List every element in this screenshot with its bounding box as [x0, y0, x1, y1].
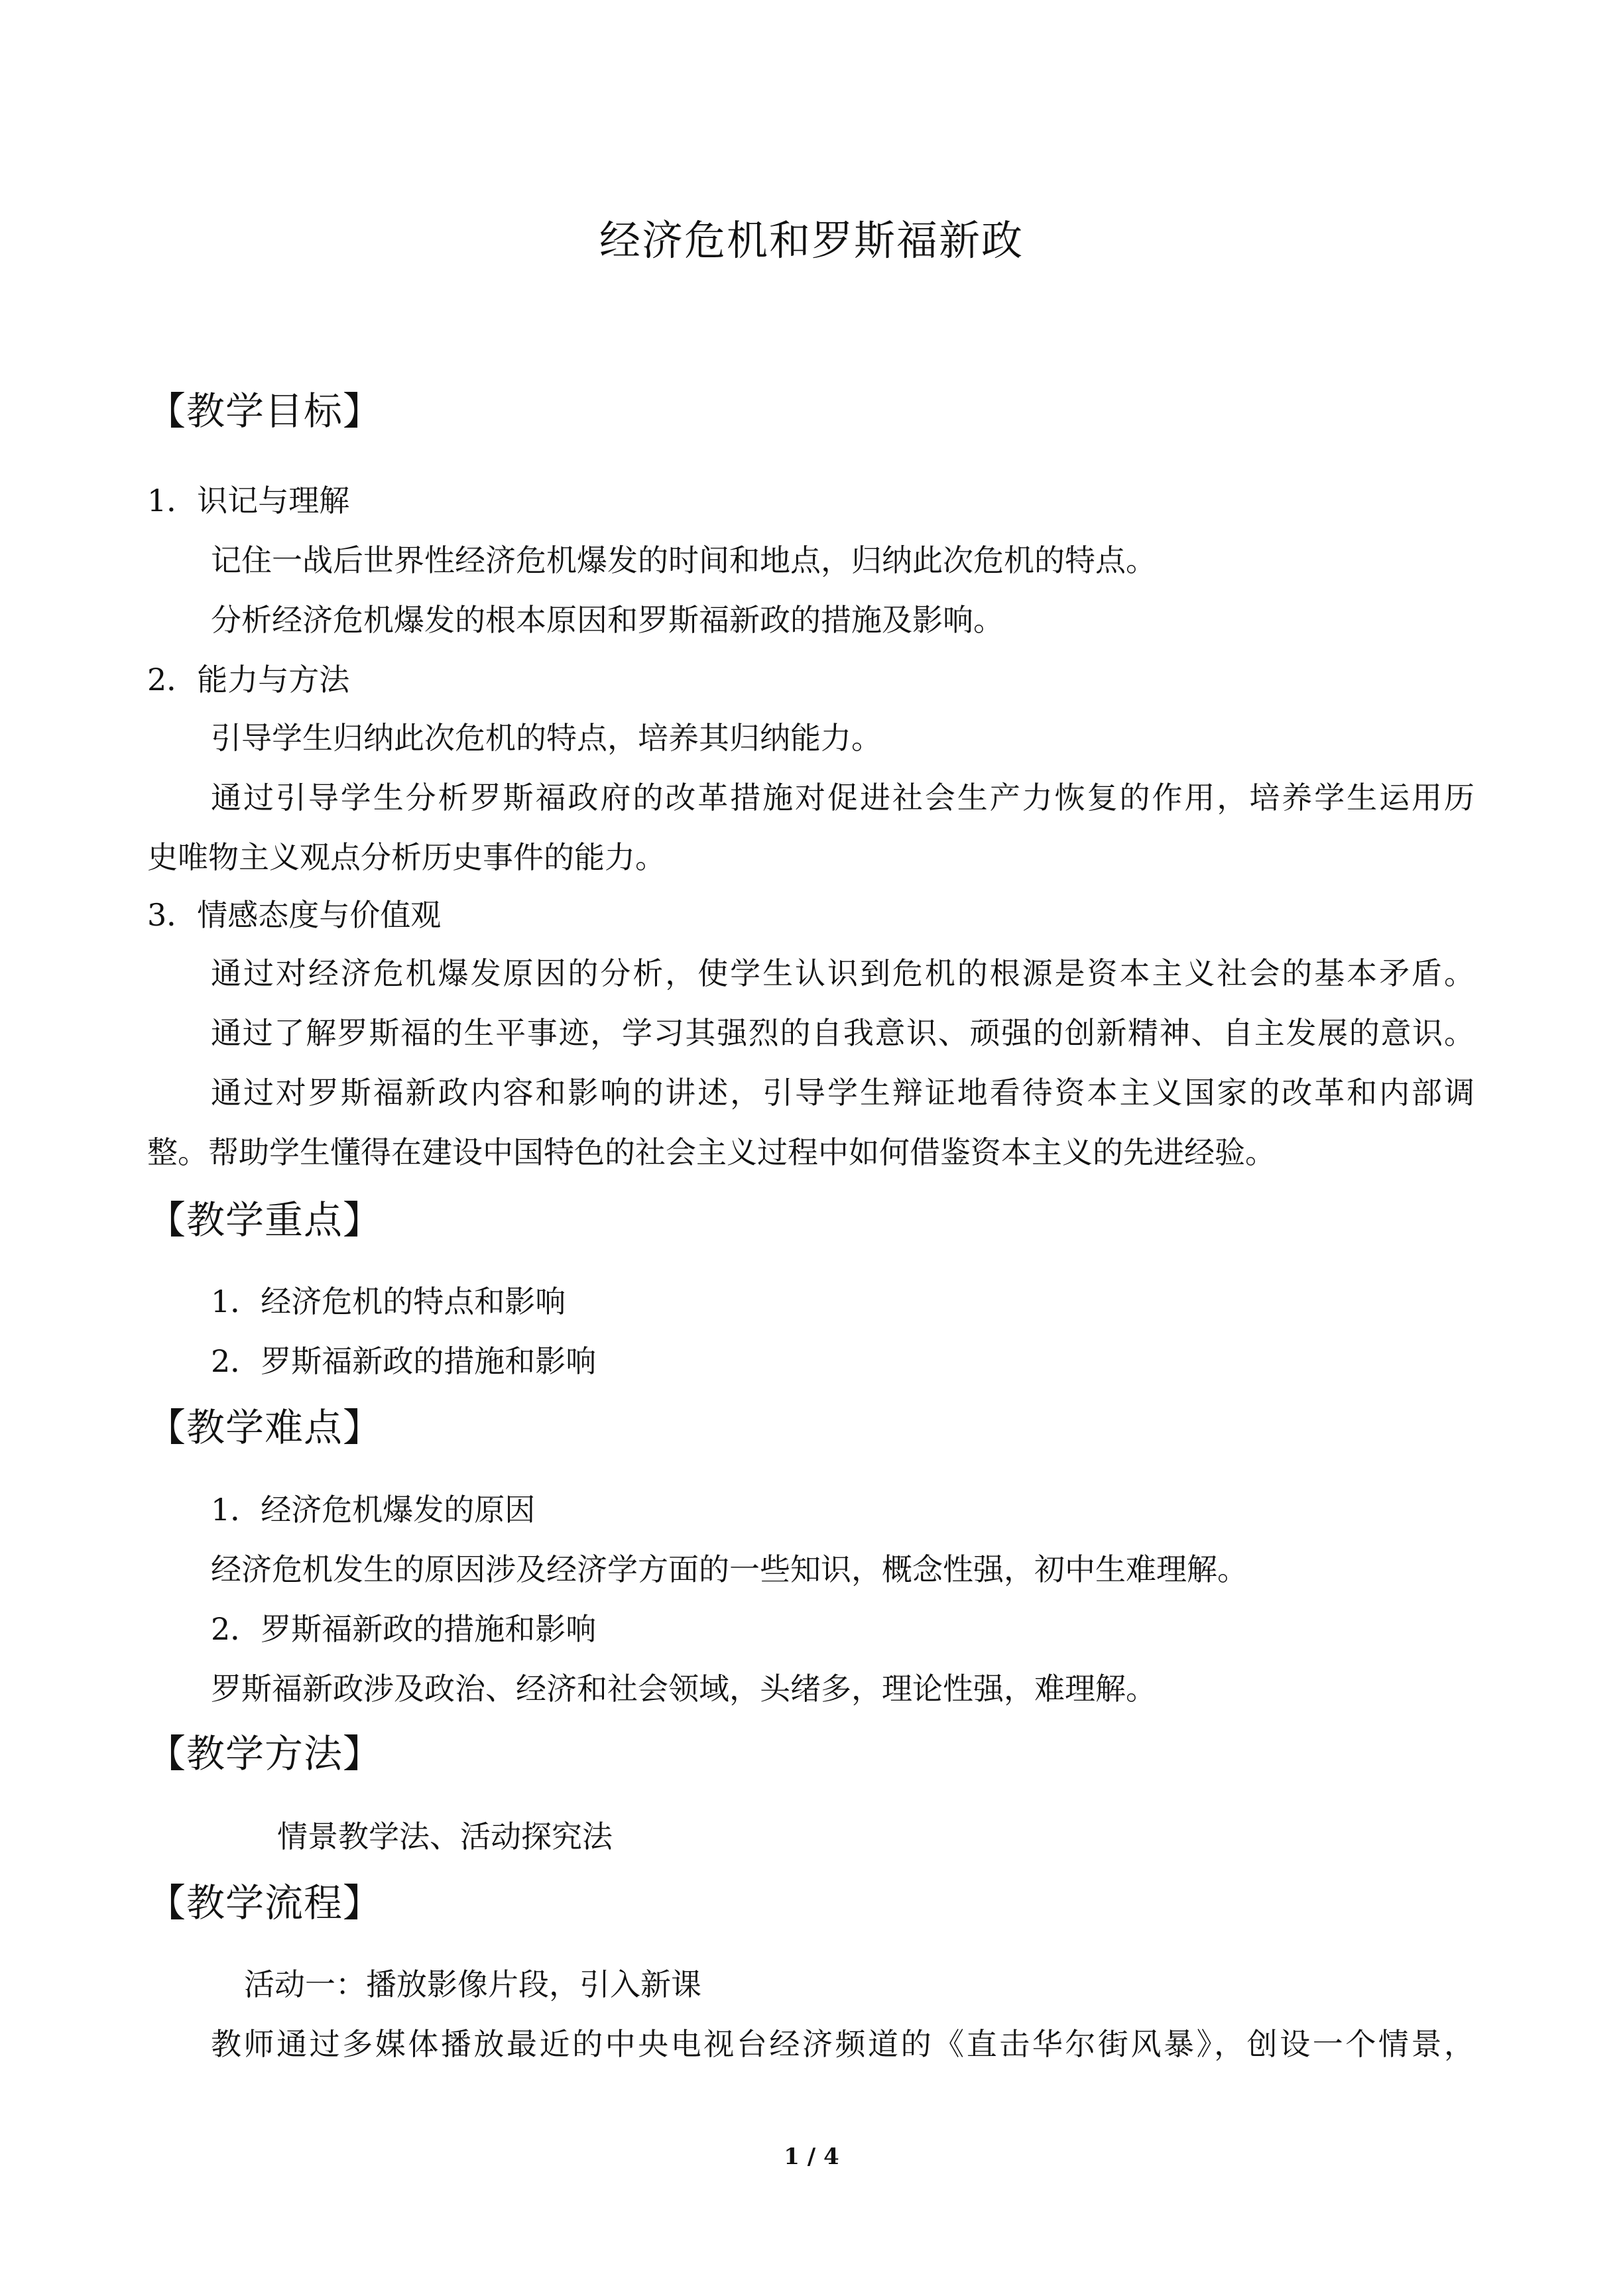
objective-item1-paragraph1: 记住一战后世界性经济危机爆发的时间和地点，归纳此次危机的特点。 [211, 542, 1156, 578]
objective-item3-paragraph3-line1: 通过对罗斯福新政内容和影响的讲述，引导学生辩证地看待资本主义国家的改革和内部调 [211, 1075, 1474, 1111]
difficulty-item1: 1．经济危机爆发的原因 [211, 1492, 536, 1528]
methods-content: 情景教学法、活动探究法 [277, 1819, 613, 1854]
difficulty-item2: 2．罗斯福新政的措施和影响 [211, 1611, 597, 1647]
heading-key-points: 【教学重点】 [147, 1197, 383, 1242]
page-number: 1 / 4 [784, 2144, 839, 2170]
objective-item1-paragraph2: 分析经济危机爆发的根本原因和罗斯福新政的措施及影响。 [211, 602, 1004, 638]
heading-objectives: 【教学目标】 [147, 389, 383, 434]
objective-item2-paragraph2-line2: 史唯物主义观点分析历史事件的能力。 [147, 839, 666, 875]
process-activity1: 活动一：播放影像片段，引入新课 [244, 1966, 701, 2002]
key-point-item2: 2．罗斯福新政的措施和影响 [211, 1343, 597, 1379]
process-activity1-description: 教师通过多媒体播放最近的中央电视台经济频道的《直击华尔街风暴》，创设一个情景， [211, 2026, 1474, 2062]
objective-item1-title: 1．识记与理解 [147, 483, 350, 518]
objective-item3-paragraph3-line2: 整。帮助学生懂得在建设中国特色的社会主义过程中如何借鉴资本主义的先进经验。 [147, 1134, 1276, 1170]
key-point-item1: 1．经济危机的特点和影响 [211, 1284, 566, 1319]
objective-item2-title: 2．能力与方法 [147, 662, 350, 697]
objective-item3-paragraph2: 通过了解罗斯福的生平事迹，学习其强烈的自我意识、顽强的创新精神、自主发展的意识。 [211, 1015, 1474, 1051]
objective-item2-paragraph2-line1: 通过引导学生分析罗斯福政府的改革措施对促进社会生产力恢复的作用，培养学生运用历 [211, 780, 1474, 816]
objective-item3-title: 3．情感态度与价值观 [147, 897, 442, 933]
heading-methods: 【教学方法】 [147, 1731, 383, 1776]
heading-difficulties: 【教学难点】 [147, 1405, 383, 1450]
objective-item2-paragraph1: 引导学生归纳此次危机的特点，培养其归纳能力。 [211, 720, 882, 756]
difficulty-item2-description: 罗斯福新政涉及政治、经济和社会领域，头绪多，理论性强，难理解。 [211, 1671, 1156, 1707]
heading-process: 【教学流程】 [147, 1880, 383, 1925]
difficulty-item1-description: 经济危机发生的原因涉及经济学方面的一些知识，概念性强，初中生难理解。 [211, 1551, 1248, 1587]
objective-item3-paragraph1: 通过对经济危机爆发原因的分析，使学生认识到危机的根源是资本主义社会的基本矛盾。 [211, 955, 1474, 991]
document-title: 经济危机和罗斯福新政 [599, 216, 1024, 265]
